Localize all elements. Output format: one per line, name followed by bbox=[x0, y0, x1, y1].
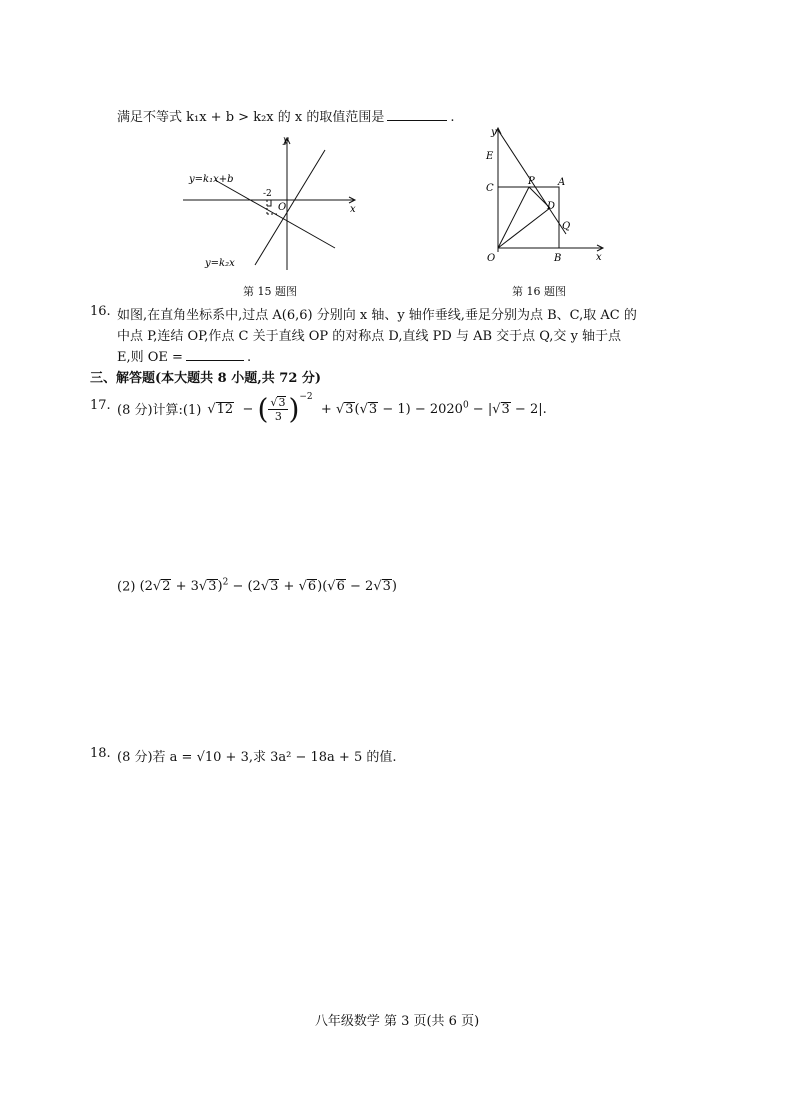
fig16-p-label: P bbox=[528, 176, 535, 187]
q16-number: 16. bbox=[90, 304, 111, 319]
fig16-segment-od bbox=[498, 208, 550, 248]
q17-part2-label: (2) bbox=[117, 579, 136, 595]
fig16-caption: 第 16 题图 bbox=[512, 285, 566, 298]
q17-expr-2: $(2√2 + 3√3)^2 - (2√3 + √6)(√6 - 2√3)$ bbox=[139, 578, 397, 595]
q18-text: (8 分)若 a = √10 + 3,求 3a² − 18a + 5 的值. bbox=[117, 750, 397, 765]
fig15-line-k2 bbox=[255, 150, 325, 265]
q15-text bbox=[117, 106, 454, 125]
fig15-line2-label: y=k₂x bbox=[205, 258, 235, 269]
fig15-y-label: y bbox=[283, 135, 289, 146]
q18-number: 18. bbox=[90, 746, 111, 761]
q17-expr-1: √12 − ( $\frac{√3}{3}$ )$^{-2} + √3(√3 - 1) - 2020^0 - |√3 - 2|$. bbox=[207, 392, 547, 426]
q15-answer-blank[interactable] bbox=[387, 110, 447, 121]
fig15-line1-label: y=k₁x+b bbox=[189, 174, 234, 185]
fig15-minus2-label: -2 bbox=[263, 189, 272, 199]
q17-part1 bbox=[117, 388, 547, 428]
figure-15 bbox=[175, 130, 365, 275]
page-footer: 八年级数学 第 3 页(共 6 页) bbox=[314, 1014, 480, 1029]
fig16-e-label: E bbox=[486, 151, 494, 162]
fig15-origin-label: O bbox=[278, 202, 287, 213]
q16-line3-text: E,则 OE = bbox=[117, 350, 183, 365]
fig15-caption: 第 15 题图 bbox=[243, 285, 297, 298]
fig16-a-label: A bbox=[558, 177, 566, 188]
fig16-c-label: C bbox=[486, 183, 494, 194]
q17-number: 17. bbox=[90, 398, 111, 413]
fig16-d-label: D bbox=[547, 201, 556, 212]
fig16-segment-op bbox=[498, 187, 529, 248]
fig16-b-label: B bbox=[554, 253, 562, 264]
q17-part2 bbox=[117, 578, 397, 595]
fig16-square bbox=[498, 187, 559, 248]
fig16-x-label: x bbox=[596, 252, 602, 263]
q15-line-end: . bbox=[450, 110, 455, 125]
q16-line1: 如图,在直角坐标系中,过点 A(6,6) 分别向 x 轴、y 轴作垂线,垂足分别为点 B、C,取 AC 的 bbox=[117, 308, 637, 323]
fig15-right-angle bbox=[267, 200, 271, 206]
fig15-x-label: x bbox=[350, 204, 356, 215]
q15-line: 满足不等式 k₁x + b > k₂x 的 x 的取值范围是 bbox=[117, 110, 385, 125]
fig16-o-label: O bbox=[487, 253, 496, 264]
fig16-q-label: Q bbox=[562, 221, 571, 232]
q16-answer-blank[interactable] bbox=[186, 350, 244, 361]
figure-16 bbox=[478, 122, 608, 267]
section3-title: 三、解答题(本大题共 8 小题,共 72 分) bbox=[90, 371, 322, 386]
q16-line3 bbox=[117, 346, 251, 365]
q16-line2: 中点 P,连结 OP,作点 C 关于直线 OP 的对称点 D,直线 PD 与 AB 交于点 Q,交 y 轴于点 bbox=[117, 329, 622, 344]
fig16-y-label: y bbox=[491, 127, 497, 138]
q16-line3-end: . bbox=[246, 350, 252, 365]
q17-intro: (8 分)计算:(1) bbox=[117, 402, 202, 418]
